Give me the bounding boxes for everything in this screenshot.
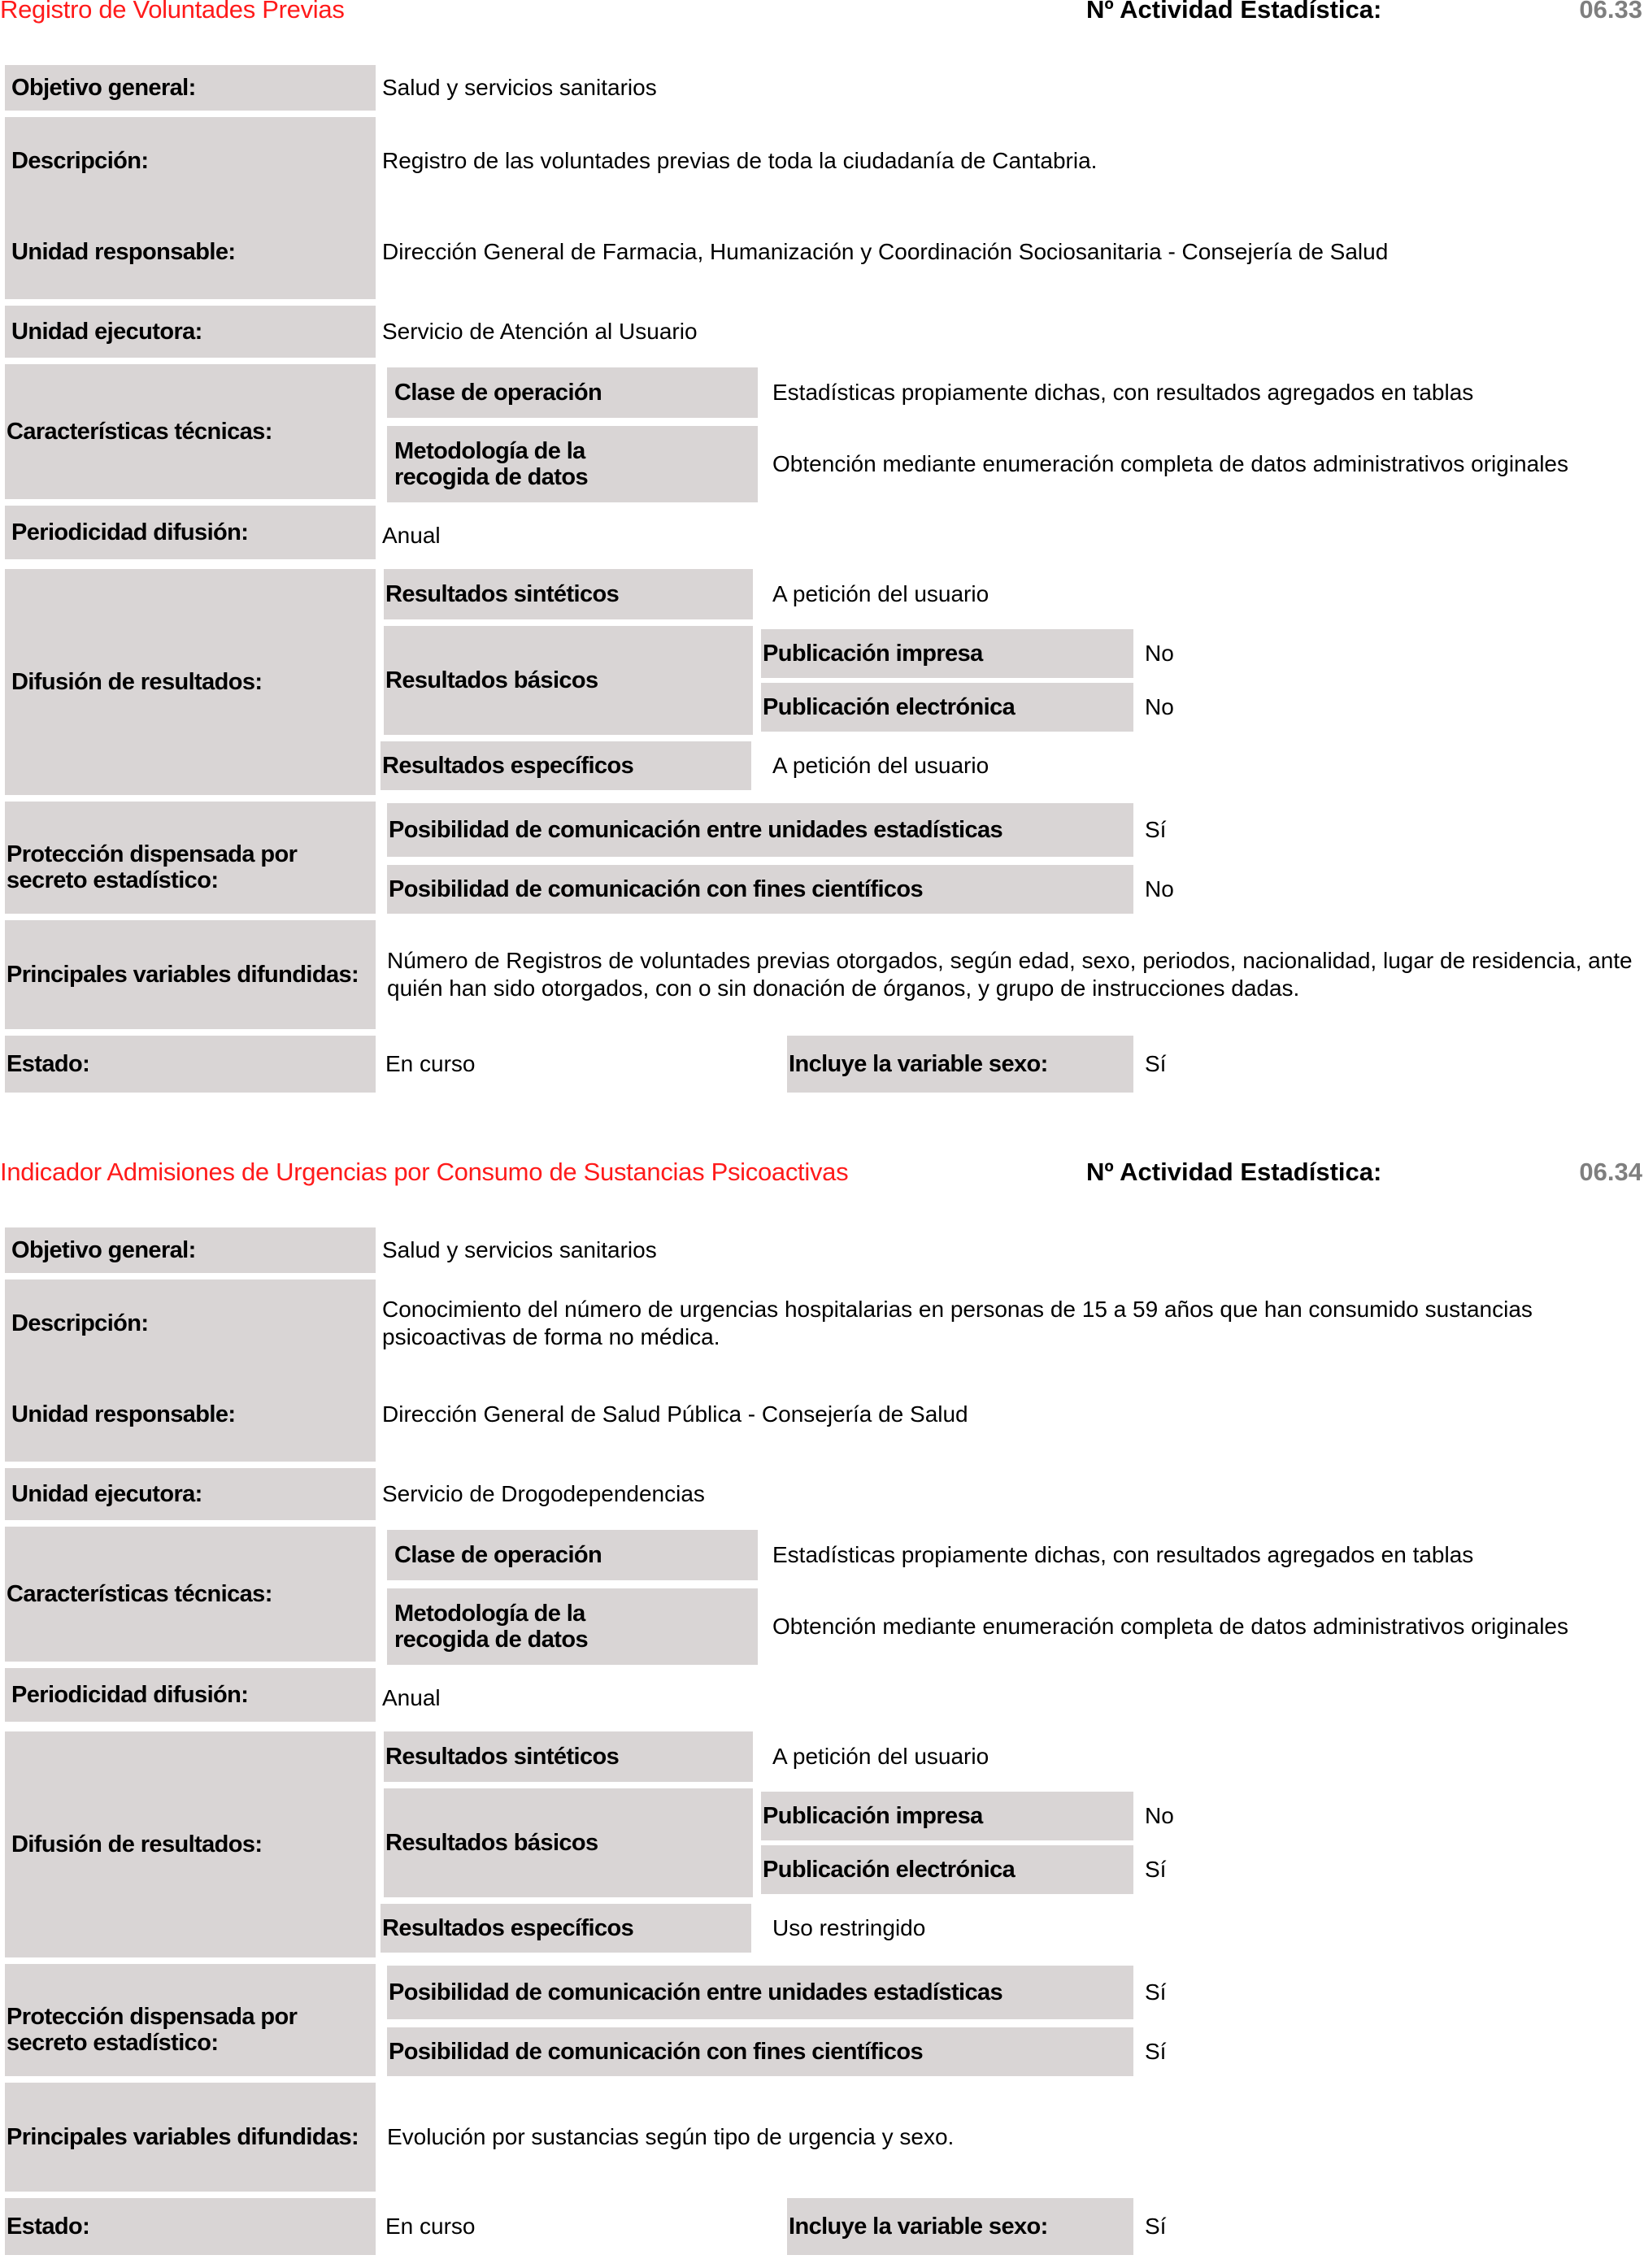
publicacion-impresa-value: No: [1145, 641, 1174, 666]
unidad-responsable-value: Dirección General de Farmacia, Humanización y Coordinación Sociosanitaria - Consejería de Salud: [382, 239, 1389, 264]
resultados-especificos-label: Resultados específicos: [381, 741, 751, 790]
unidad-ejecutora-label: Unidad ejecutora:: [5, 1468, 376, 1520]
proteccion-label: Protección dispensada por secreto estadístico:: [5, 802, 376, 914]
incluye-sexo-label: Incluye la variable sexo:: [787, 2198, 1133, 2255]
publicacion-electronica-value: No: [1145, 694, 1174, 719]
descripcion-label: Descripción:: [5, 1280, 376, 1367]
periodicidad-value: Anual: [382, 1685, 441, 1710]
variables-label: Principales variables difundidas:: [5, 920, 376, 1029]
estado-label: Estado:: [5, 2198, 376, 2255]
comunicacion-unidades-label: Posibilidad de comunicación entre unidades estadísticas: [387, 1966, 1133, 2019]
metodologia-label: Metodología de la recogida de datos: [387, 1588, 758, 1665]
estado-value: En curso: [385, 1051, 476, 1076]
variables-value: Número de Registros de voluntades previas otorgados, según edad, sexo, periodos, nacionalidad, lugar de residencia, ante quién han sido otorgados, con o sin donación de órganos, y grupo de instrucciones dadas.: [387, 948, 1633, 1001]
resultados-basicos-label: Resultados básicos: [384, 1788, 753, 1897]
publicacion-impresa-label: Publicación impresa: [761, 629, 1133, 678]
metodologia-value: Obtención mediante enumeración completa de datos administrativos originales: [772, 1614, 1568, 1639]
clase-operacion-label: Clase de operación: [387, 1530, 758, 1580]
objetivo-label: Objetivo general:: [5, 1227, 376, 1273]
publicacion-electronica-label: Publicación electrónica: [761, 683, 1133, 732]
publicacion-impresa-label: Publicación impresa: [761, 1792, 1133, 1840]
comunicacion-cientificos-value: Sí: [1145, 2039, 1167, 2064]
publicacion-electronica-value: Sí: [1145, 1857, 1167, 1882]
proteccion-label: Protección dispensada por secreto estadístico:: [5, 1964, 376, 2076]
activity-number-label: Nº Actividad Estadística:: [1086, 1158, 1382, 1186]
publicacion-electronica-label: Publicación electrónica: [761, 1845, 1133, 1894]
metodologia-label: Metodología de la recogida de datos: [387, 426, 758, 502]
unidad-responsable-label: Unidad responsable:: [5, 1367, 376, 1462]
comunicacion-unidades-value: Sí: [1145, 817, 1167, 842]
resultados-sinteticos-label: Resultados sintéticos: [384, 1731, 753, 1782]
resultados-sinteticos-value: A petición del usuario: [772, 1744, 989, 1769]
comunicacion-cientificos-value: No: [1145, 876, 1174, 902]
variables-value: Evolución por sustancias según tipo de urgencia y sexo.: [387, 2124, 955, 2149]
incluye-sexo-value: Sí: [1145, 1051, 1167, 1076]
estado-value: En curso: [385, 2214, 476, 2239]
objetivo-label: Objetivo general:: [5, 65, 376, 111]
descripcion-value: Conocimiento del número de urgencias hospitalarias en personas de 15 a 59 años que han consumido sustancias psicoactivas de forma no médica.: [382, 1297, 1533, 1349]
resultados-sinteticos-label: Resultados sintéticos: [384, 569, 753, 619]
clase-operacion-value: Estadísticas propiamente dichas, con resultados agregados en tablas: [772, 1542, 1474, 1567]
unidad-ejecutora-value: Servicio de Atención al Usuario: [382, 319, 698, 344]
incluye-sexo-value: Sí: [1145, 2214, 1167, 2239]
activity-code: 06.34: [1579, 1158, 1642, 1186]
estado-label: Estado:: [5, 1036, 376, 1093]
publicacion-impresa-value: No: [1145, 1803, 1174, 1828]
comunicacion-cientificos-label: Posibilidad de comunicación con fines científicos: [387, 865, 1133, 914]
periodicidad-label: Periodicidad difusión:: [5, 506, 376, 559]
objetivo-value: Salud y servicios sanitarios: [382, 1237, 657, 1262]
metodologia-value: Obtención mediante enumeración completa de datos administrativos originales: [772, 451, 1568, 476]
comunicacion-cientificos-label: Posibilidad de comunicación con fines científicos: [387, 2027, 1133, 2076]
caracteristicas-label: Características técnicas:: [5, 1527, 376, 1662]
clase-operacion-value: Estadísticas propiamente dichas, con resultados agregados en tablas: [772, 380, 1474, 405]
periodicidad-value: Anual: [382, 523, 441, 548]
descripcion-value: Registro de las voluntades previas de toda la ciudadanía de Cantabria.: [382, 148, 1098, 173]
resultados-especificos-label: Resultados específicos: [381, 1904, 751, 1953]
activity-title: Indicador Admisiones de Urgencias por Consumo de Sustancias Psicoactivas: [0, 1158, 849, 1186]
comunicacion-unidades-value: Sí: [1145, 1979, 1167, 2005]
resultados-sinteticos-value: A petición del usuario: [772, 581, 989, 606]
resultados-basicos-label: Resultados básicos: [384, 626, 753, 735]
activity-code: 06.33: [1579, 0, 1642, 24]
unidad-ejecutora-label: Unidad ejecutora:: [5, 306, 376, 358]
difusion-label: Difusión de resultados:: [5, 569, 376, 795]
resultados-especificos-value: A petición del usuario: [772, 753, 989, 778]
activity-number-label: Nº Actividad Estadística:: [1086, 0, 1382, 24]
unidad-responsable-label: Unidad responsable:: [5, 205, 376, 299]
activity-section: [0, 1158, 1644, 2268]
descripcion-label: Descripción:: [5, 117, 376, 205]
resultados-especificos-value: Uso restringido: [772, 1915, 926, 1940]
unidad-responsable-value: Dirección General de Salud Pública - Consejería de Salud: [382, 1401, 968, 1427]
activity-title: Registro de Voluntades Previas: [0, 0, 345, 24]
activity-section: [0, 0, 1644, 1106]
objetivo-value: Salud y servicios sanitarios: [382, 75, 657, 100]
incluye-sexo-label: Incluye la variable sexo:: [787, 1036, 1133, 1093]
difusion-label: Difusión de resultados:: [5, 1731, 376, 1957]
comunicacion-unidades-label: Posibilidad de comunicación entre unidades estadísticas: [387, 803, 1133, 857]
unidad-ejecutora-value: Servicio de Drogodependencias: [382, 1481, 705, 1506]
periodicidad-label: Periodicidad difusión:: [5, 1668, 376, 1722]
clase-operacion-label: Clase de operación: [387, 367, 758, 418]
variables-label: Principales variables difundidas:: [5, 2083, 376, 2192]
caracteristicas-label: Características técnicas:: [5, 364, 376, 499]
